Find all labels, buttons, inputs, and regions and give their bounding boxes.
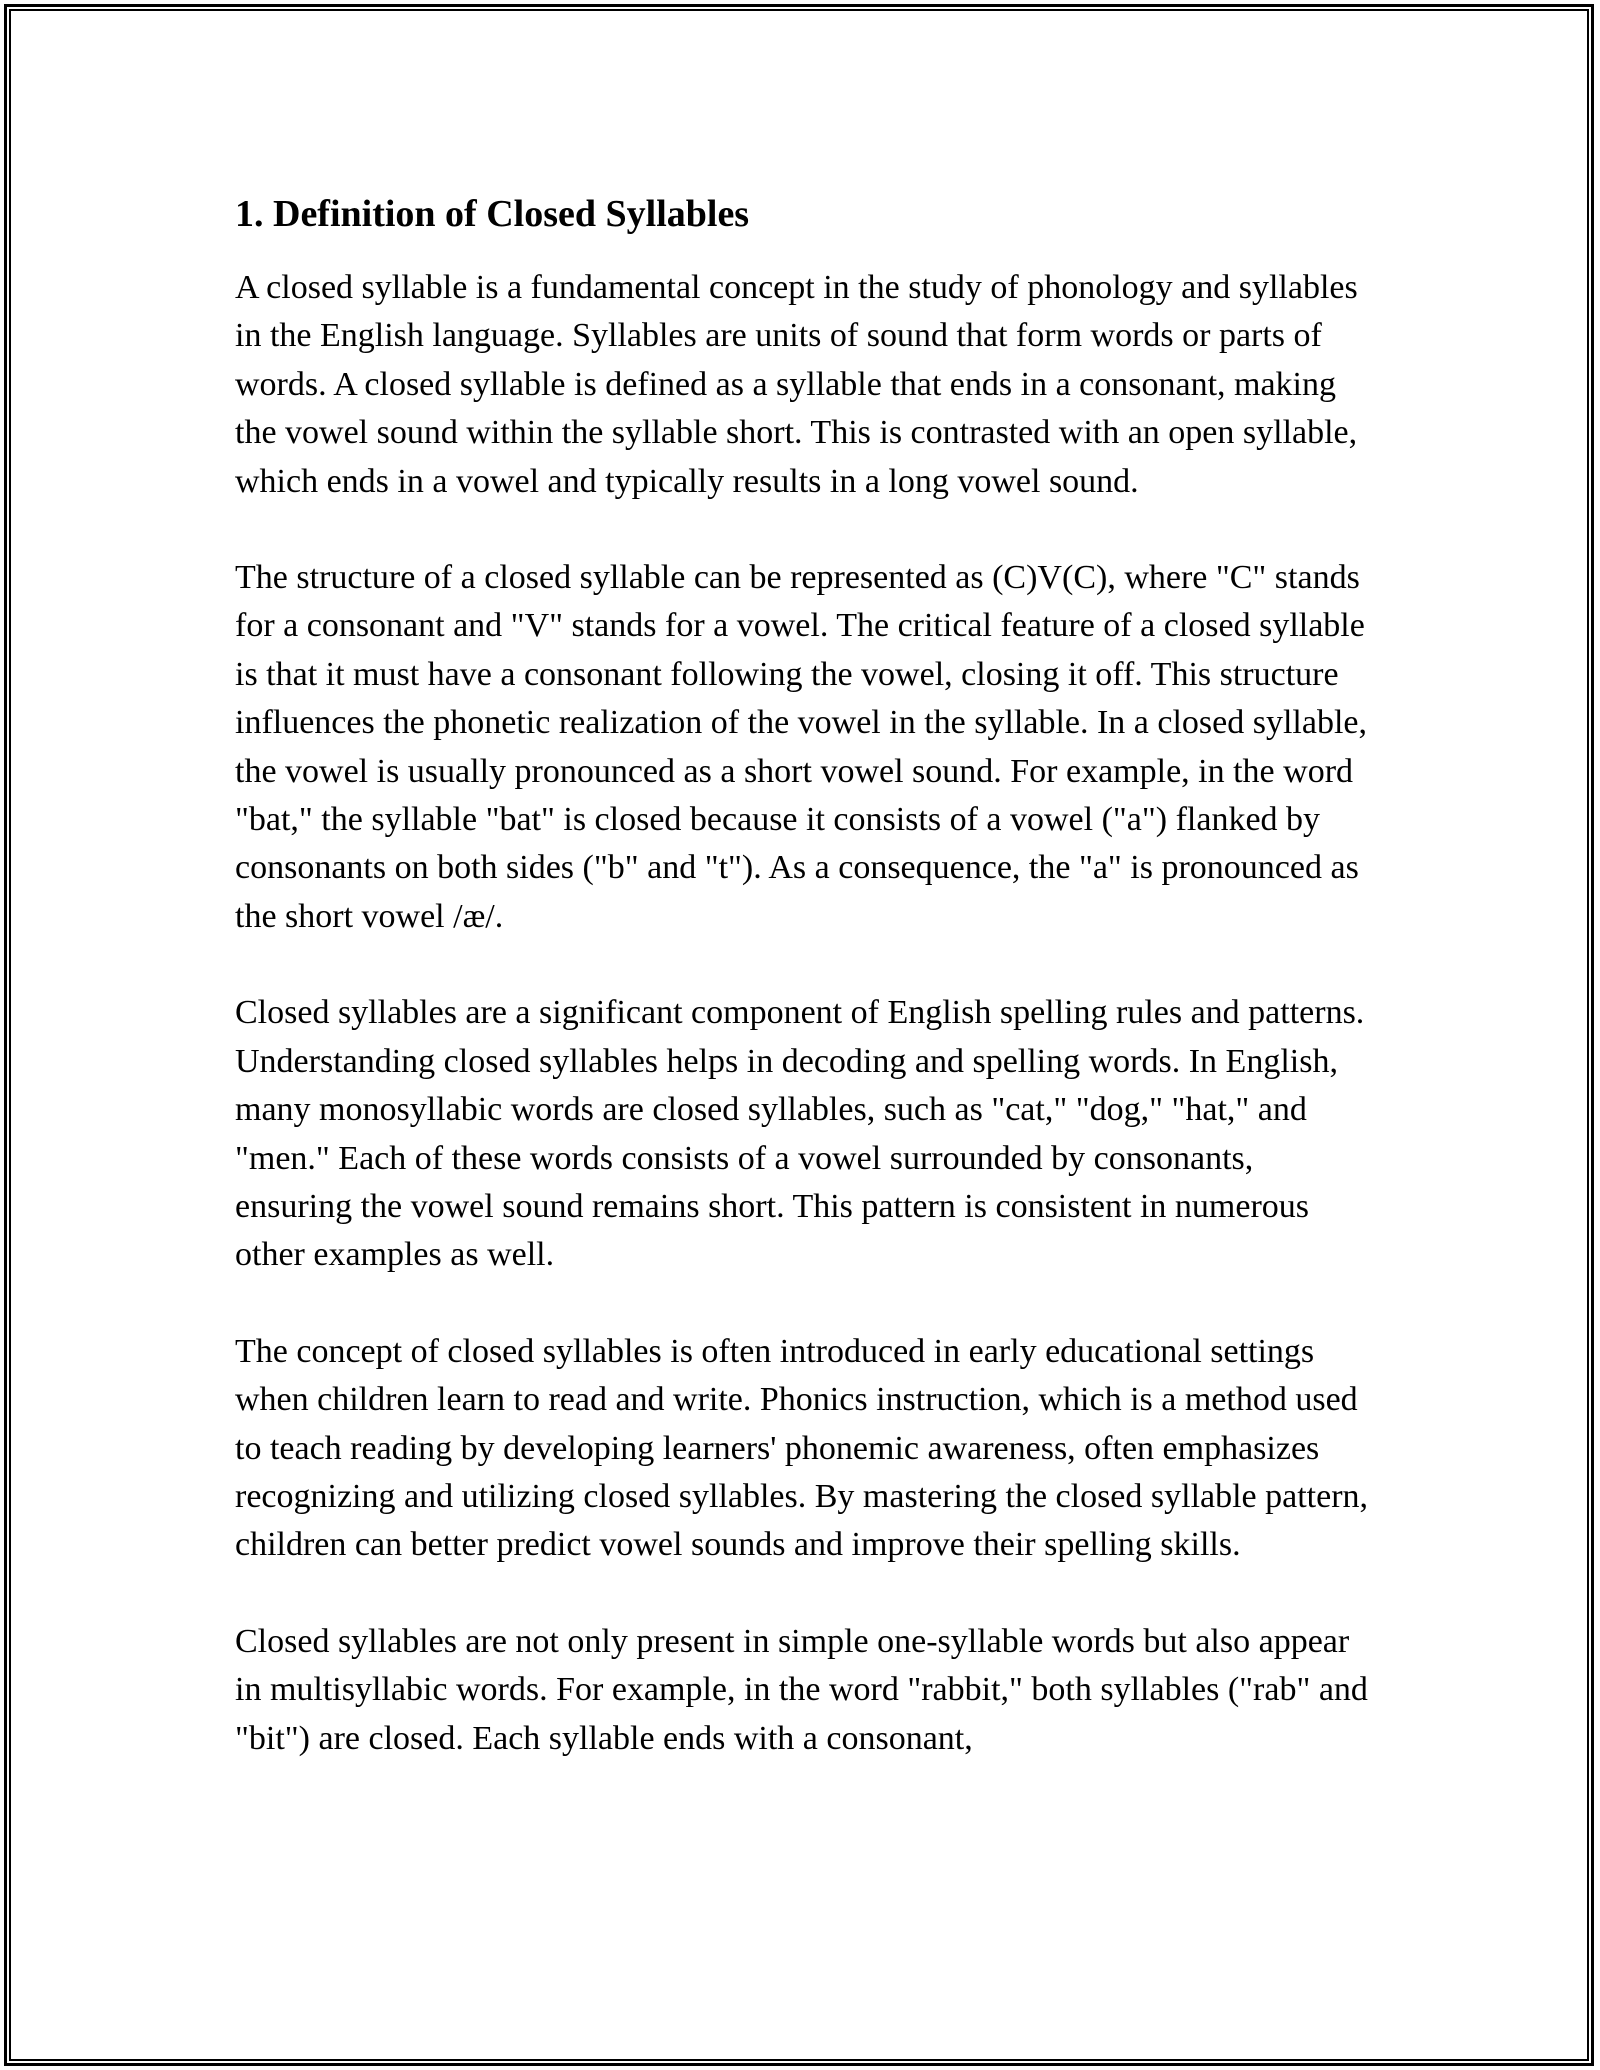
paragraph-multisyllabic: Closed syllables are not only present in simple one-syllable words but also appear in multisyllabic words. For example, in the word "rabbit," both syllables ("rab" and "bit") are closed. Each syllable ends with a consonant,	[235, 1622, 1368, 1757]
paragraph-spelling: Closed syllables are a significant component of English spelling rules and patterns. Understanding closed syllables helps in decoding and spelling words. In English, many monosyllabic words are closed syllables, such as "cat," "dog," "hat," and "men." Each of these words consists of a vowel surrounded by consonants, ensuring the vowel sound remains short. This pattern is consistent in numerous other examples as well.	[235, 994, 1365, 1274]
paragraph-definition: A closed syllable is a fundamental concept in the study of phonology and syllables in the English language. Syllables are units of sound that form words or parts of words. A closed syllable is defined as a syllable that ends in a consonant, making the vowel sound within the syllable short. This is contrasted with an open syllable, which ends in a vowel and typically results in a long vowel sound.	[235, 269, 1358, 500]
document-body	[235, 190, 1370, 1811]
paragraph-structure: The structure of a closed syllable can be represented as (C)V(C), where "C" stands for a consonant and "V" stands for a vowel. The critical feature of a closed syllable is that it must have a consonant following the vowel, closing it off. This structure influences the phonetic realization of the vowel in the syllable. In a closed syllable, the vowel is usually pronounced as a short vowel sound. For example, in the word "bat," the syllable "bat" is closed because it consists of a vowel ("a") flanked by consonants on both sides ("b" and "t"). As a consequence, the "a" is pronounced as the short vowel /æ/.	[235, 559, 1368, 935]
paragraph-education: The concept of closed syllables is often introduced in early educational settings when children learn to read and write. Phonics instruction, which is a method used to teach reading by developing learners' phonemic awareness, often emphasizes recognizing and utilizing closed syllables. By mastering the closed syllable pattern, children can better predict vowel sounds and improve their spelling skills.	[235, 1332, 1369, 1564]
section-heading: 1. Definition of Closed Syllables	[235, 193, 750, 235]
